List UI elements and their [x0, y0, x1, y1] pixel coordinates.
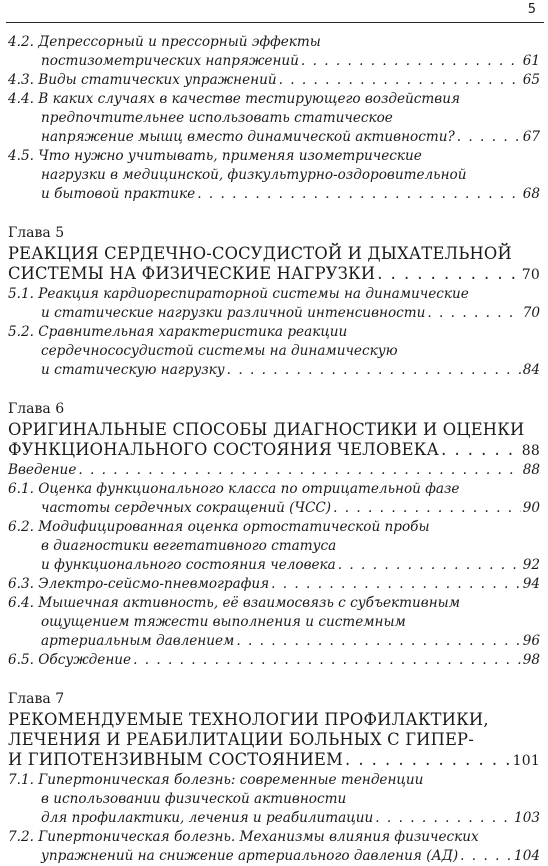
toc-page-number: 96 [522, 633, 540, 649]
toc-entry-text: постизометрических напряжений [41, 53, 299, 69]
toc-entry-line [8, 323, 540, 342]
chapter-page-number: 88 [521, 443, 540, 459]
dot-leader [301, 52, 521, 71]
toc-entry-line [8, 285, 540, 304]
toc-entry-line [8, 109, 540, 128]
toc-entry-text: 4.5. Что нужно учитывать, применяя изометрические [8, 148, 422, 164]
page-number: 5 [527, 2, 536, 17]
toc-entry [8, 480, 540, 518]
toc-entry-line [8, 361, 540, 380]
toc-entry-line [8, 651, 540, 670]
toc-page-number: 67 [522, 129, 540, 145]
chapter-title-line [8, 730, 540, 750]
toc-entry-line [8, 342, 540, 361]
toc-entry-text: 7.2. Гипертоническая болезнь. Механизмы влияния физических [8, 829, 479, 845]
toc-entry-line [8, 790, 540, 809]
toc-entry [8, 71, 540, 90]
toc-page-number: 94 [522, 576, 540, 592]
chapter-title-line [8, 244, 540, 264]
toc-page-number: 104 [514, 848, 540, 864]
chapter-title-line [8, 440, 540, 461]
toc-entry [8, 461, 540, 480]
toc-page-number: 88 [522, 462, 540, 478]
chapter-title-text: ФУНКЦИОНАЛЬНОГО СОСТОЯНИЯ ЧЕЛОВЕКА [8, 440, 440, 459]
dot-leader [333, 499, 521, 518]
chapter-title-line [8, 710, 540, 730]
toc-entry-text: предпочтительнее использовать статическое [41, 110, 393, 126]
toc-entry-line [8, 518, 540, 537]
chapter-title-text: СИСТЕМЫ НА ФИЗИЧЕСКИЕ НАГРУЗКИ [8, 264, 376, 283]
toc-entry [8, 575, 540, 594]
toc-entry-line [8, 771, 540, 790]
toc-entry-text: для профилактики, лечения и реабилитации [41, 810, 374, 826]
toc-entry [8, 771, 540, 828]
chapter-title-line [8, 264, 540, 285]
toc-entry-text: упражнений на снижение артериального давления (АД) [41, 848, 459, 864]
toc-entry-text: 7.1. Гипертоническая болезнь: современные тенденции [8, 772, 424, 788]
chapter-block [8, 224, 540, 380]
chapter-title-text: РЕАКЦИЯ СЕРДЕЧНО-СОСУДИСТОЙ И ДЫХАТЕЛЬНОЙ [8, 244, 512, 263]
toc-page-number: 90 [522, 500, 540, 516]
toc-page-number: 61 [522, 53, 540, 69]
toc-entry [8, 90, 540, 147]
dot-leader [236, 632, 520, 651]
toc-page-number: 65 [522, 72, 540, 88]
toc-entry-line [8, 499, 540, 518]
chapter-title [8, 710, 540, 771]
dot-leader [460, 847, 512, 866]
table-of-contents [8, 33, 540, 866]
dot-leader [441, 440, 520, 460]
dot-leader [78, 461, 520, 480]
chapter-title-line [8, 750, 540, 771]
toc-page-number: 92 [522, 557, 540, 573]
chapter-page-number: 101 [512, 753, 540, 769]
toc-entry-line [8, 632, 540, 651]
toc-entry-text: 4.4. В каких случаях в качестве тестирующего воздействия [8, 91, 460, 107]
toc-entry-line [8, 809, 540, 828]
toc-entry-text: и статическую нагрузку [41, 362, 225, 378]
toc-entry-line [8, 304, 540, 323]
dot-leader [197, 185, 521, 204]
toc-entry-text: Введение [8, 462, 77, 478]
chapter-title-line [8, 420, 540, 440]
toc-entry-text: 6.2. Модифицированная оценка ортостатической пробы [8, 519, 430, 535]
toc-entry-text: ощущением тяжести выполнения и системным [41, 614, 406, 630]
toc-entry-line [8, 128, 540, 147]
toc-page-number: 68 [522, 186, 540, 202]
toc-entry-text: 5.1. Реакция кардиореспираторной системы на динамические [8, 286, 469, 302]
toc-entry-text: и функционального состояния человека [41, 557, 336, 573]
chapter-page-number: 70 [521, 267, 540, 283]
toc-entry-line [8, 847, 540, 866]
toc-entry-line [8, 33, 540, 52]
toc-entry-text: и статические нагрузки различной интенсивности [41, 305, 426, 321]
chapter-label: Глава 5 [8, 225, 65, 241]
toc-entry [8, 594, 540, 651]
chapter-label: Глава 7 [8, 691, 65, 707]
chapter-label: Глава 6 [8, 401, 65, 417]
toc-entry-line [8, 480, 540, 499]
toc-page-number: 103 [514, 810, 540, 826]
dot-leader [457, 128, 521, 147]
toc-entry-text: 4.3. Виды статических упражнений [8, 72, 277, 88]
toc-entry-text: 6.1. Оценка функционального класса по отрицательной фазе [8, 481, 460, 497]
toc-entry [8, 147, 540, 204]
chapter-title-text: РЕКОМЕНДУЕМЫЕ ТЕХНОЛОГИИ ПРОФИЛАКТИКИ, [8, 710, 489, 729]
toc-entry-line [8, 52, 540, 71]
toc-entry-text: 5.2. Сравнительная характеристика реакции [8, 324, 348, 340]
toc-entry-line [8, 90, 540, 109]
dot-leader [133, 651, 521, 670]
chapter-title [8, 420, 540, 461]
toc-entry-text: сердечнососудистой системы на динамическую [41, 343, 398, 359]
toc-entry [8, 285, 540, 323]
toc-entry-text: в диагностики вегетативного статуса [41, 538, 337, 554]
toc-entry-line [8, 166, 540, 185]
toc-page-number: 84 [522, 362, 540, 378]
dot-leader [271, 575, 521, 594]
dot-leader [377, 264, 520, 284]
toc-entry-text: частоты сердечных сокращений (ЧСС) [41, 500, 332, 516]
toc-entry-line [8, 147, 540, 166]
toc-entry-text: 4.2. Депрессорный и прессорный эффекты [8, 34, 321, 50]
toc-entry [8, 33, 540, 71]
toc-entry-text: 6.3. Электро-сейсмо-пневмография [8, 576, 270, 592]
toc-entry-text: артериальным давлением [41, 633, 235, 649]
toc-entry-line [8, 71, 540, 90]
toc-entry-text: 6.4. Мышечная активность, её взаимосвязь с субъективным [8, 595, 460, 611]
dot-leader [375, 809, 512, 828]
toc-entry-text: и бытовой практике [41, 186, 196, 202]
dot-leader [345, 750, 511, 770]
toc-page-number: 98 [522, 652, 540, 668]
chapter-block [8, 690, 540, 866]
toc-entry-text: в использовании физической активности [41, 791, 347, 807]
toc-entry-line [8, 185, 540, 204]
dot-leader [427, 304, 520, 323]
chapter-title-text: ОРИГИНАЛЬНЫЕ СПОСОБЫ ДИАГНОСТИКИ И ОЦЕНКИ [8, 420, 525, 439]
toc-entry [8, 651, 540, 670]
toc-entry-line [8, 556, 540, 575]
toc-entry [8, 518, 540, 575]
chapter-block [8, 400, 540, 670]
toc-entry-line [8, 613, 540, 632]
chapter-title-text: И ГИПОТЕНЗИВНЫМ СОСТОЯНИЕМ [8, 750, 343, 769]
toc-entry-text: 6.5. Обсуждение [8, 652, 132, 668]
toc-entry-line [8, 828, 540, 847]
toc-entry [8, 828, 540, 866]
dot-leader [338, 556, 521, 575]
toc-entry-line [8, 575, 540, 594]
toc-entry-text: напряжение мышц вместо динамической активности? [41, 129, 455, 145]
toc-entry-line [8, 537, 540, 556]
chapter-title-text: ЛЕЧЕНИЯ И РЕАБИЛИТАЦИИ БОЛЬНЫХ С ГИПЕР- [8, 730, 474, 749]
header-rule [6, 22, 544, 23]
toc-entry-line [8, 461, 540, 480]
chapter-title [8, 244, 540, 285]
dot-leader [279, 71, 521, 90]
dot-leader [227, 361, 521, 380]
toc-entry-text: нагрузки в медицинской, физкультурно-оздоровительной [41, 167, 467, 183]
toc-entry [8, 323, 540, 380]
toc-page-number: 70 [522, 305, 540, 321]
toc-entry-line [8, 594, 540, 613]
